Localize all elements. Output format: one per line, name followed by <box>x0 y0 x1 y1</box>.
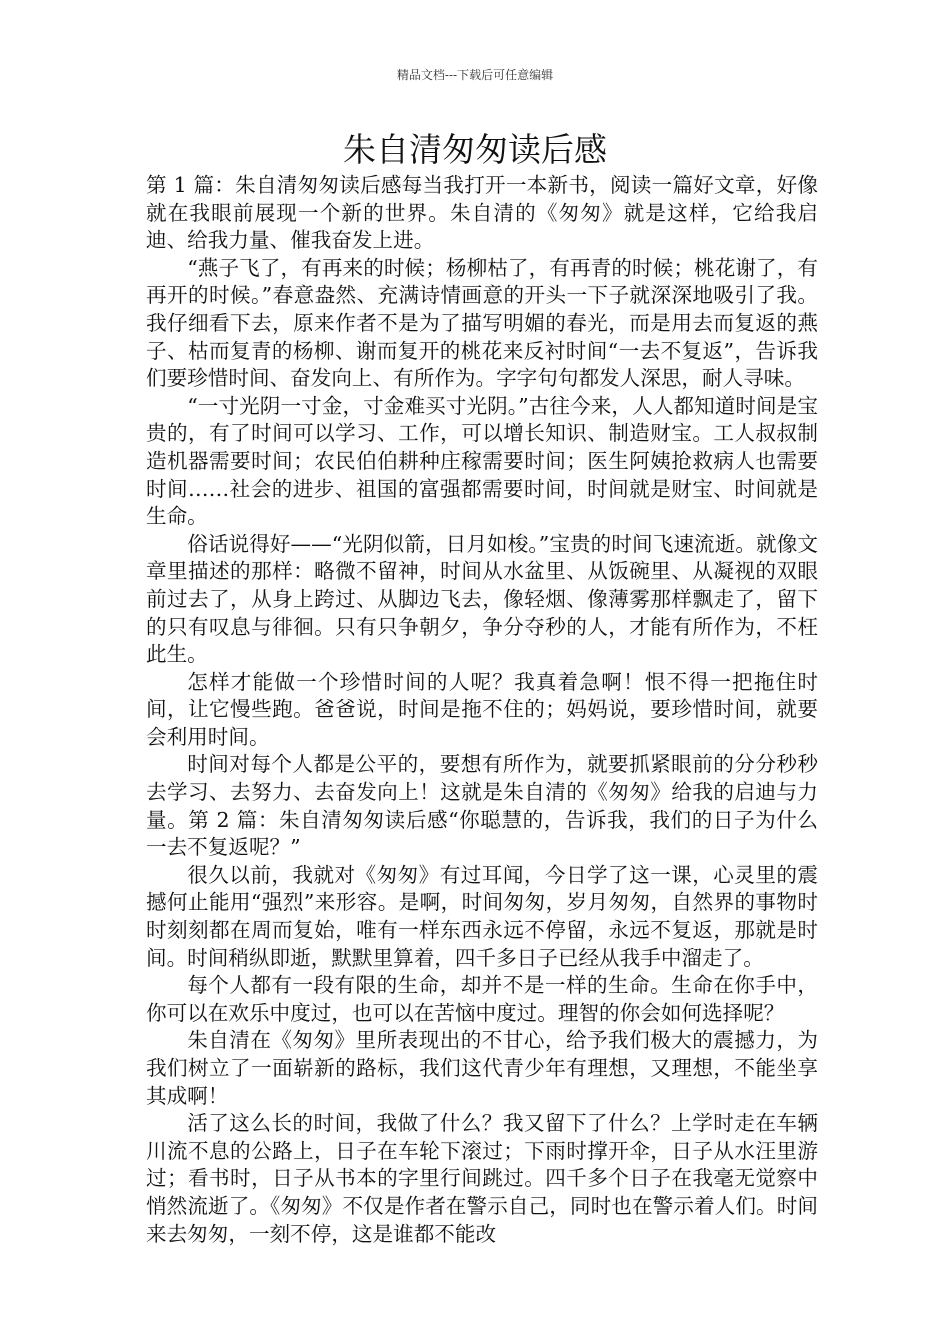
paragraph: “一寸光阴一寸金，寸金难买寸光阴。”古往今来，人人都知道时间是宝贵的，有了时间可以学习、工作，可以增长知识、制造财宝。工人叔叔制造机器需要时间；农民伯伯耕种庄稼需要时间；医生阿姨抢救病人也需要时间……社会的进步、祖国的富强都需要时间，时间就是财宝、时间就是生命。 <box>146 393 818 529</box>
paragraph: 俗话说得好——“光阴似箭，日月如梭。”宝贵的时间飞速流逝。就像文章里描述的那样：略微不留神，时间从水盆里、从饭碗里、从凝视的双眼前过去了，从身上跨过、从脚边飞去，像轻烟、像薄雾那样飘走了，留下的只有叹息与徘徊。只有只争朝夕，争分夺秒的人，才能有所作为，不枉此生。 <box>146 531 818 667</box>
paragraph: 很久以前，我就对《匆匆》有过耳闻，今日学了这一课，心灵里的震撼何止能用“强烈”来形容。是啊，时间匆匆，岁月匆匆，自然界的事物时时刻刻都在周而复始，唯有一样东西永远不停留，永远不复返，那就是时间。时间稍纵即逝，默默里算着，四千多日子已经从我手中溜走了。 <box>146 862 818 970</box>
document-title: 朱自清匆匆读后感 <box>343 130 607 169</box>
paragraph: 每个人都有一段有限的生命，却并不是一样的生命。生命在你手中，你可以在欢乐中度过，也可以在苦恼中度过。理智的你会如何选择呢？ <box>146 973 818 1025</box>
header-note: 精品文档---下载后可任意编辑 <box>396 68 554 82</box>
paragraph: 朱自清在《匆匆》里所表现出的不甘心，给予我们极大的震撼力，为我们树立了一面崭新的路标，我们这代青少年有理想，又理想，不能坐享其成啊！ <box>146 1028 818 1108</box>
paragraph: 怎样才能做一个珍惜时间的人呢？我真着急啊！恨不得一把拖住时间，让它慢些跑。爸爸说，时间是拖不住的；妈妈说，要珍惜时间，就要会利用时间。 <box>146 669 818 749</box>
document-body <box>146 172 818 1248</box>
paragraph: “燕子飞了，有再来的时候；杨柳枯了，有再青的时候；桃花谢了，有再开的时候。”春意盎然、充满诗情画意的开头一下子就深深地吸引了我。我仔细看下去，原来作者不是为了描写明媚的春光，而是用去而复返的燕子、枯而复青的杨柳、谢而复开的桃花来反衬时间“一去不复返”，告诉我们要珍惜时间、奋发向上、有所作为。字字句句都发人深思，耐人寻味。 <box>146 255 818 391</box>
paragraph: 时间对每个人都是公平的，要想有所作为，就要抓紧眼前的分分秒秒去学习、去努力、去奋发向上！这就是朱自清的《匆匆》给我的启迪与力量。第 2 篇：朱自清匆匆读后感“你聪慧的，告诉我，我们的日子为什么一去不复返呢？” <box>146 752 818 860</box>
paragraph: 活了这么长的时间，我做了什么？我又留下了什么？上学时走在车辆川流不息的公路上，日子在车轮下滚过；下雨时撑开伞，日子从水汪里游过；看书时，日子从书本的字里行间跳过。四千多个日子在我毫无觉察中悄然流逝了。《匆匆》不仅是作者在警示自己，同时也在警示着人们。时间来去匆匆，一刻不停，这是谁都不能改 <box>146 1111 818 1246</box>
paragraph: 第 1 篇：朱自清匆匆读后感每当我打开一本新书，阅读一篇好文章，好像就在我眼前展现一个新的世界。朱自清的《匆匆》就是这样，它给我启迪、给我力量、催我奋发上进。 <box>146 173 818 253</box>
